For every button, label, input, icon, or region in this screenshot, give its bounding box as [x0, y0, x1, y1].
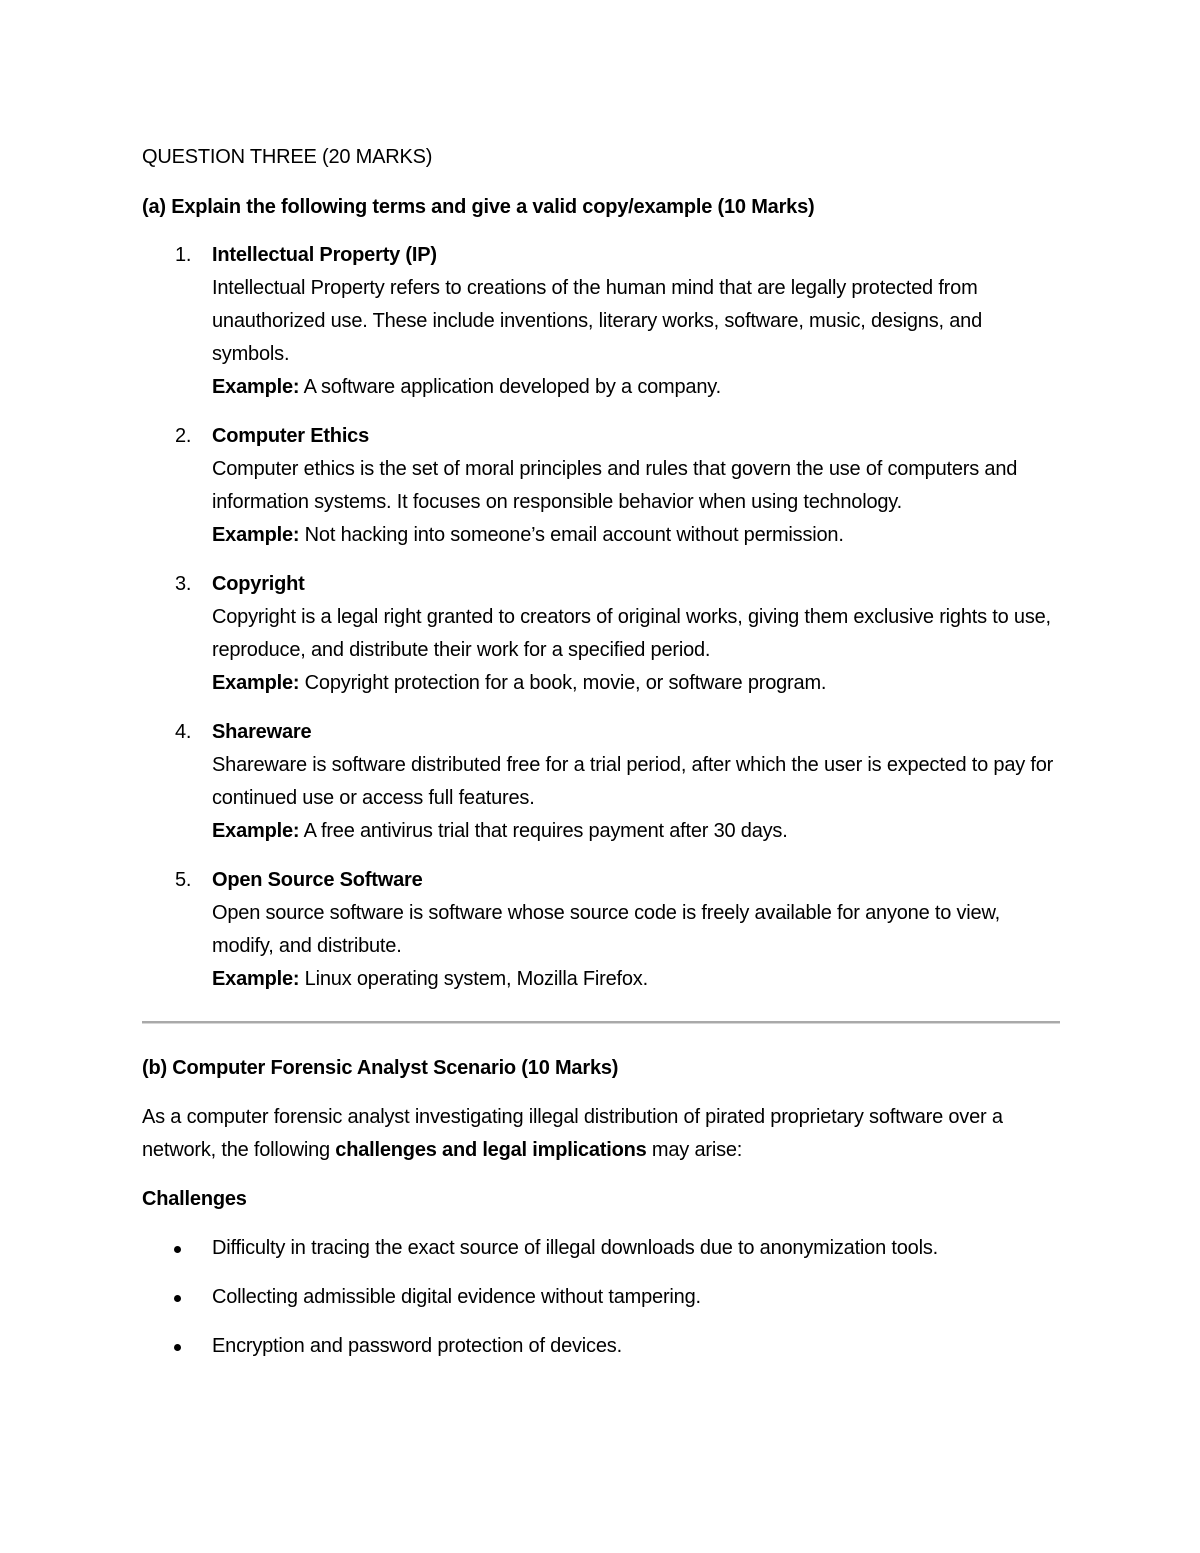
example-text: A free antivirus trial that requires payment after 30 days. — [299, 820, 788, 842]
challenge-text: Difficulty in tracing the exact source of illegal downloads due to anonymization tools. — [212, 1237, 938, 1259]
example-text: Copyright protection for a book, movie, or software program. — [299, 672, 827, 694]
list-item — [142, 864, 1062, 996]
example-text: A software application developed by a company. — [299, 376, 721, 398]
term-description: Copyright is a legal right granted to creators of original works, giving them exclusive rights to use, reproduce, and distribute their work for a specified period. — [212, 606, 1051, 661]
example-line — [212, 667, 1062, 700]
intro-bold-text: challenges and legal implications — [335, 1139, 647, 1161]
example-label: Example: — [212, 672, 300, 694]
term-name: Computer Ethics — [212, 425, 370, 447]
challenge-text: Encryption and password protection of devices. — [212, 1335, 622, 1357]
example-line — [212, 963, 1062, 996]
list-item — [142, 568, 1062, 700]
term-name: Open Source Software — [212, 869, 423, 891]
example-label: Example: — [212, 968, 300, 990]
term-description: Shareware is software distributed free for a trial period, after which the user is expected to pay for continued use or access full features. — [212, 754, 1054, 809]
example-text: Linux operating system, Mozilla Firefox. — [299, 968, 648, 990]
term-name: Intellectual Property (IP) — [212, 244, 437, 266]
intro-text-before: As a computer forensic analyst investigating illegal distribution of pirated proprietary software over a network, the following — [142, 1106, 1003, 1161]
challenges-heading: Challenges — [142, 1188, 247, 1210]
term-name: Shareware — [212, 721, 312, 743]
term-description: Open source software is software whose source code is freely available for anyone to view, modify, and distribute. — [212, 902, 1000, 957]
horizontal-divider — [142, 1021, 1060, 1024]
example-label: Example: — [212, 820, 300, 842]
question-title: QUESTION THREE (20 MARKS) — [142, 146, 433, 168]
intro-text-after: may arise: — [646, 1139, 743, 1161]
part-a-title: (a) Explain the following terms and give a valid copy/example (10 Marks) — [142, 196, 815, 218]
list-item — [142, 239, 1062, 404]
term-description: Intellectual Property refers to creations of the human mind that are legally protected from unauthorized use. These include inventions, literary works, software, music, designs, and symbols. — [212, 277, 983, 365]
term-name: Copyright — [212, 573, 305, 595]
list-item — [142, 1330, 1062, 1363]
example-label: Example: — [212, 524, 300, 546]
terms-list — [142, 239, 1062, 996]
list-item — [142, 716, 1062, 848]
item-number: 1. — [175, 244, 192, 266]
part-b-intro — [142, 1101, 1062, 1167]
list-item — [142, 1232, 1062, 1265]
example-label: Example: — [212, 376, 300, 398]
part-b-title: (b) Computer Forensic Analyst Scenario (10 Marks) — [142, 1057, 619, 1079]
challenges-list — [142, 1232, 1062, 1363]
list-item — [142, 420, 1062, 552]
bullet-icon — [174, 1295, 181, 1302]
example-line — [212, 815, 1062, 848]
item-number: 3. — [175, 573, 192, 595]
item-number: 2. — [175, 425, 192, 447]
challenge-text: Collecting admissible digital evidence without tampering. — [212, 1286, 701, 1308]
list-item — [142, 1281, 1062, 1314]
bullet-icon — [174, 1344, 181, 1351]
item-number: 4. — [175, 721, 192, 743]
example-line — [212, 519, 1062, 552]
document-content — [142, 141, 1062, 1379]
example-text: Not hacking into someone’s email account without permission. — [299, 524, 844, 546]
term-description: Computer ethics is the set of moral principles and rules that govern the use of computers and information systems. It focuses on responsible behavior when using technology. — [212, 458, 1018, 513]
example-line — [212, 371, 1062, 404]
bullet-icon — [174, 1246, 181, 1253]
item-number: 5. — [175, 869, 192, 891]
